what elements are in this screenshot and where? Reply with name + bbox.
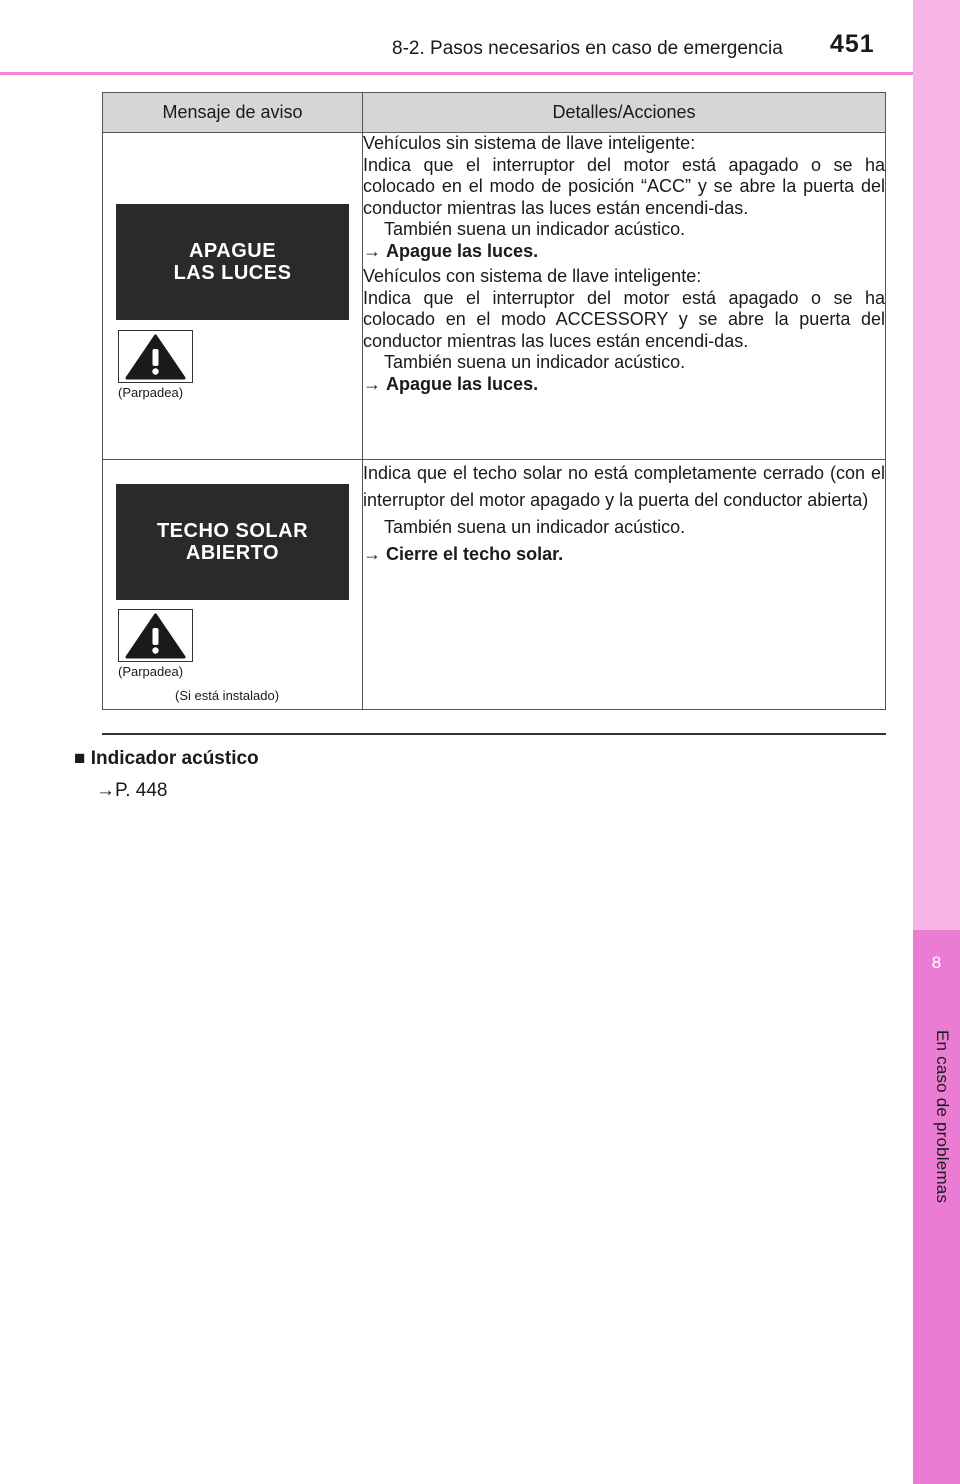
message-cell (103, 460, 363, 710)
screen-text-line: APAGUE (188, 240, 277, 262)
arrow-icon: → (96, 780, 115, 801)
arrow-icon: → (363, 373, 381, 394)
details-cell (363, 133, 886, 460)
column-header-details: Detalles/Acciones (363, 93, 886, 133)
section-divider (102, 733, 886, 735)
detail-text: También suena un indicador acústico. (384, 219, 686, 239)
detail-text: También suena un indicador acústico. (384, 517, 686, 537)
arrow-icon: → (363, 240, 381, 261)
action-line (363, 374, 885, 396)
action-text: Apague las luces. (386, 373, 539, 394)
detail-text: Indica que el interruptor del motor está apagado o se ha colocado en el modo ACCESSORY y se abre la puerta del conductor mientras las luces están encendi-das. (363, 287, 885, 351)
warning-triangle-icon (118, 330, 193, 383)
detail-text: Vehículos sin sistema de llave inteligente: (363, 133, 696, 153)
details-cell (363, 460, 886, 710)
subsection-title: Indicador acústico (90, 748, 259, 769)
detail-text: Vehículos con sistema de llave inteligente: (363, 266, 702, 286)
display-screen (116, 484, 349, 600)
section-title: 8-2. Pasos necesarios en caso de emergencia (392, 38, 783, 59)
page-number: 451 (830, 30, 875, 58)
warning-messages-table (102, 92, 886, 710)
blink-caption: (Parpadea) (118, 385, 184, 400)
action-line (363, 241, 885, 263)
detail-text: Indica que el interruptor del motor está apagado o se ha colocado en el modo de posición “ACC” y se abre la puerta del conductor mientras las luces están encendi-das. (363, 154, 885, 218)
message-cell (103, 133, 363, 460)
page-reference (96, 780, 167, 802)
blink-caption: (Parpadea) (118, 664, 184, 679)
detail-text: También suena un indicador acústico. (384, 352, 686, 372)
square-bullet-icon: ■ (74, 748, 86, 769)
arrow-icon: → (363, 544, 381, 564)
header-rule (0, 72, 913, 75)
column-header-message: Mensaje de aviso (103, 93, 363, 133)
chapter-number: 8 (931, 953, 942, 972)
table-header-row (103, 93, 886, 133)
screen-text-line: LAS LUCES (173, 262, 292, 284)
chapter-title: En caso de problemas (933, 1030, 952, 1204)
action-text: Apague las luces. (386, 240, 539, 261)
screen-text-line: TECHO SOLAR (156, 520, 309, 542)
reference-text: P. 448 (115, 780, 168, 801)
subsection-heading (74, 748, 259, 770)
warning-triangle-icon (118, 609, 193, 662)
screen-text-line: ABIERTO (185, 542, 280, 564)
action-line (363, 541, 885, 568)
table-row (103, 460, 886, 710)
action-text: Cierre el techo solar. (386, 544, 564, 564)
display-screen (116, 204, 349, 320)
installed-note: (Si está instalado) (175, 688, 280, 703)
table-row (103, 133, 886, 460)
detail-text: Indica que el techo solar no está completamente cerrado (con el interruptor del motor apagado y la puerta del conductor abierta) (363, 463, 885, 510)
